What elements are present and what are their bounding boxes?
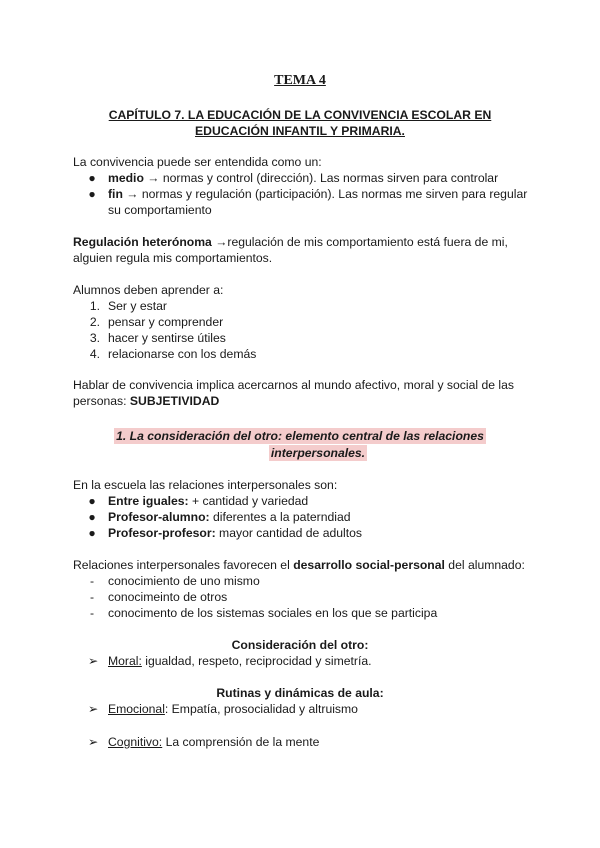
description: igualdad, respeto, reciprocidad y simetría. bbox=[141, 654, 372, 668]
label: Emocional bbox=[108, 702, 165, 716]
convivencia-item-fin-cont: su comportamiento bbox=[108, 203, 212, 217]
bullet-icon: ● bbox=[88, 494, 96, 508]
rutinas-item bbox=[108, 702, 358, 716]
description: mayor cantidad de adultos bbox=[215, 526, 363, 540]
keyword: desarrollo social-personal bbox=[293, 558, 445, 572]
list-item: conocimeinto de otros bbox=[108, 590, 228, 604]
description: : Empatía, prosocialidad y altruismo bbox=[164, 702, 358, 716]
highlighted-text: interpersonales. bbox=[270, 446, 366, 460]
hablar-line1: Hablar de convivencia implica acercarnos al mundo afectivo, moral y social de las bbox=[73, 378, 514, 392]
consideracion-item bbox=[108, 654, 372, 668]
escuela-item bbox=[108, 510, 351, 524]
section-heading-line2 bbox=[18, 446, 600, 460]
list-number: 3. bbox=[89, 331, 100, 345]
label: Cognitivo: bbox=[108, 735, 163, 749]
dash-marker: - bbox=[90, 590, 95, 604]
highlighted-text: 1. La consideración del otro: elemento central de las relaciones bbox=[116, 429, 484, 443]
bullet-icon: ● bbox=[88, 187, 96, 201]
section-heading-line1 bbox=[0, 429, 600, 443]
list-item: relacionarse con los demás bbox=[108, 347, 257, 361]
arrow-bullet-icon: ➢ bbox=[88, 735, 99, 749]
list-item: pensar y comprender bbox=[108, 315, 224, 329]
rutinas-item bbox=[108, 735, 319, 749]
rutinas-heading: Rutinas y dinámicas de aula: bbox=[216, 686, 384, 700]
list-item: conocimento de los sistemas sociales en los que se participa bbox=[108, 606, 438, 620]
bullet-icon: ● bbox=[88, 171, 96, 185]
document-title: TEMA 4 bbox=[274, 73, 326, 88]
relaciones-intro bbox=[73, 558, 525, 572]
suffix: del alumnado: bbox=[444, 558, 525, 572]
term: fin bbox=[108, 187, 123, 201]
alumnos-intro: Alumnos deben aprender a: bbox=[73, 283, 224, 297]
list-number: 4. bbox=[89, 347, 100, 361]
bullet-icon: ● bbox=[88, 526, 96, 540]
term: Regulación heterónoma bbox=[73, 235, 212, 249]
chapter-title-line1: CAPÍTULO 7. LA EDUCACIÓN DE LA CONVIVENCIA ESCOLAR EN bbox=[108, 108, 492, 122]
description: → normas y regulación (participación). Las normas me sirven para regular bbox=[122, 187, 528, 201]
consideracion-heading: Consideración del otro: bbox=[231, 638, 369, 652]
bullet-icon: ● bbox=[88, 510, 96, 524]
dash-marker: - bbox=[90, 606, 95, 620]
list-number: 2. bbox=[89, 315, 100, 329]
convivencia-item-medio bbox=[108, 171, 498, 185]
escuela-item bbox=[108, 494, 308, 508]
description: → normas y control (dirección). Las normas sirven para controlar bbox=[143, 171, 499, 185]
escuela-intro: En la escuela las relaciones interpersonales son: bbox=[73, 478, 338, 492]
arrow-bullet-icon: ➢ bbox=[88, 654, 99, 668]
label: Moral: bbox=[108, 654, 142, 668]
term: Profesor-alumno: bbox=[108, 510, 210, 524]
description: + cantidad y variedad bbox=[188, 494, 309, 508]
list-item: Ser y estar bbox=[108, 299, 167, 313]
regulacion-line1 bbox=[73, 235, 508, 249]
convivencia-item-fin bbox=[108, 187, 527, 201]
dash-marker: - bbox=[90, 574, 95, 588]
description: La comprensión de la mente bbox=[162, 735, 320, 749]
arrow-bullet-icon: ➢ bbox=[88, 702, 99, 716]
list-number: 1. bbox=[89, 299, 100, 313]
chapter-title-line2: EDUCACIÓN INFANTIL Y PRIMARIA. bbox=[195, 124, 405, 138]
list-item: conocimiento de uno mismo bbox=[108, 574, 260, 588]
regulacion-line2: alguien regula mis comportamientos. bbox=[73, 251, 273, 265]
subjetividad-keyword: SUBJETIVIDAD bbox=[129, 394, 220, 408]
term: medio bbox=[108, 171, 144, 185]
convivencia-intro: La convivencia puede ser entendida como un: bbox=[73, 155, 322, 169]
prefix: Relaciones interpersonales favorecen el bbox=[73, 558, 294, 572]
description: →regulación de mis comportamiento está fuera de mi, bbox=[211, 235, 508, 249]
list-item: hacer y sentirse útiles bbox=[108, 331, 226, 345]
term: Profesor-profesor: bbox=[108, 526, 216, 540]
hablar-line2 bbox=[73, 394, 219, 408]
description: diferentes a la paterndiad bbox=[209, 510, 351, 524]
prefix: personas: bbox=[73, 394, 130, 408]
term: Entre iguales: bbox=[108, 494, 189, 508]
escuela-item bbox=[108, 526, 362, 540]
